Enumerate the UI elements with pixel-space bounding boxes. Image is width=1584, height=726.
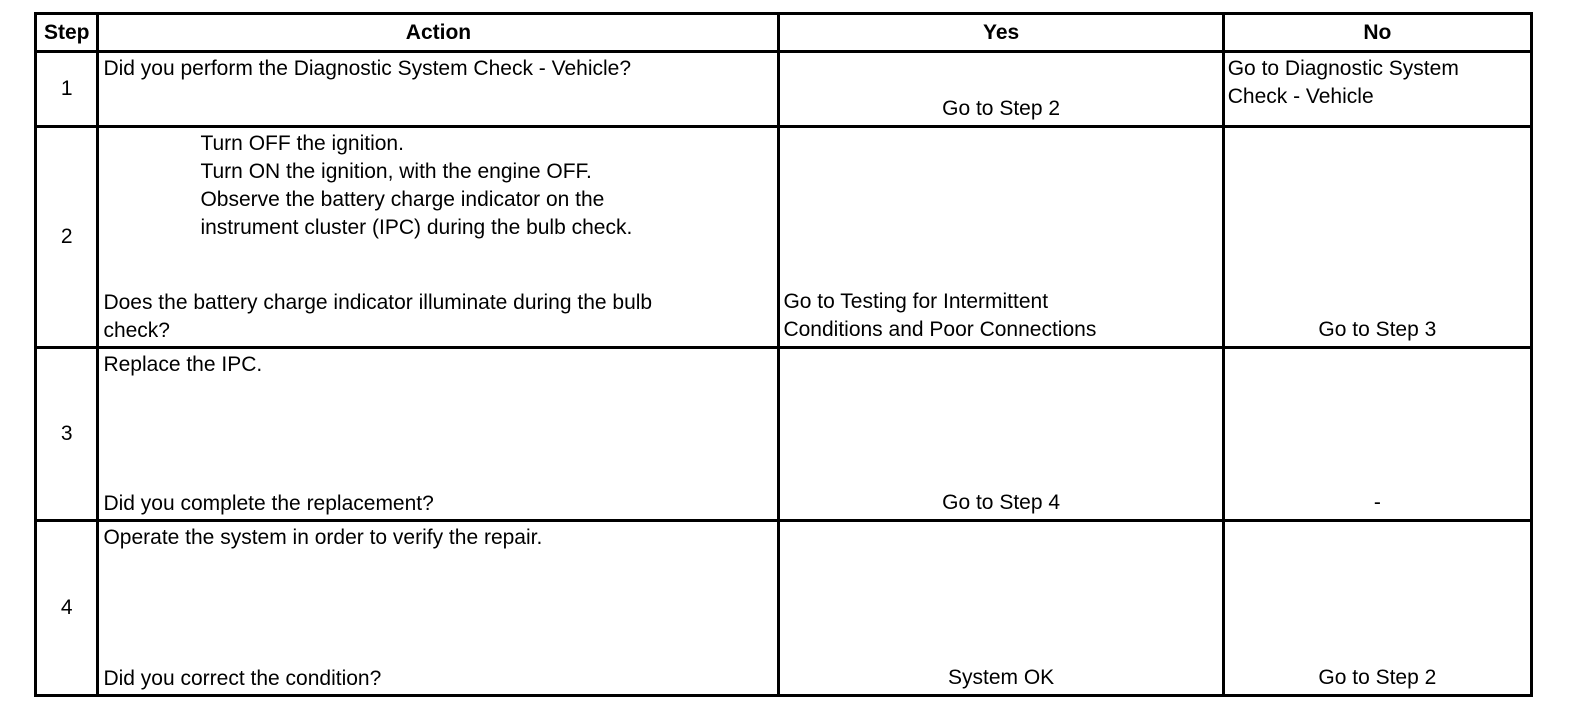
no-cell bbox=[1223, 348, 1531, 521]
table-body bbox=[36, 52, 1532, 696]
action-step-line: Turn OFF the ignition. bbox=[200, 132, 404, 155]
step-number: 1 bbox=[36, 52, 98, 127]
header-step: Step bbox=[36, 14, 98, 52]
header-action: Action bbox=[98, 14, 779, 52]
action-question-line: check? bbox=[103, 319, 170, 342]
step-number: 3 bbox=[36, 348, 98, 521]
action-question-line: Does the battery charge indicator illuminate during the bulb bbox=[103, 291, 653, 314]
action-cell bbox=[98, 348, 779, 521]
no-cell bbox=[1223, 521, 1531, 696]
action-question: Did you complete the replacement? bbox=[103, 492, 434, 515]
action-steps bbox=[103, 130, 773, 242]
action-question: Did you correct the condition? bbox=[103, 667, 382, 690]
action-cell bbox=[98, 52, 779, 127]
yes-cell bbox=[779, 52, 1223, 127]
yes-cell bbox=[779, 127, 1223, 348]
table-row bbox=[36, 348, 1532, 521]
action-cell bbox=[98, 521, 779, 696]
yes-text: Go to Step 2 bbox=[942, 97, 1061, 120]
action-step-line: instrument cluster (IPC) during the bulb check. bbox=[200, 216, 633, 239]
action-step-line: Turn ON the ignition, with the engine OFF. bbox=[200, 160, 592, 183]
step-number: 4 bbox=[36, 521, 98, 696]
yes-cell bbox=[779, 348, 1223, 521]
no-cell bbox=[1223, 52, 1531, 127]
yes-text: System OK bbox=[947, 666, 1055, 689]
yes-cell bbox=[779, 521, 1223, 696]
yes-text-line: Go to Testing for Intermittent bbox=[783, 290, 1049, 313]
header-no: No bbox=[1223, 14, 1531, 52]
diagnostic-table bbox=[34, 12, 1533, 697]
header-yes: Yes bbox=[779, 14, 1223, 52]
step-number: 2 bbox=[36, 127, 98, 348]
action-question: Did you perform the Diagnostic System Check - Vehicle? bbox=[103, 57, 632, 80]
action-step-line: Operate the system in order to verify the repair. bbox=[103, 526, 543, 549]
yes-text-line: Conditions and Poor Connections bbox=[783, 318, 1097, 341]
table-row bbox=[36, 521, 1532, 696]
yes-text: Go to Step 4 bbox=[942, 491, 1061, 514]
table-row bbox=[36, 52, 1532, 127]
no-text-line: Go to Diagnostic System bbox=[1227, 57, 1459, 80]
table-header bbox=[36, 14, 1532, 52]
no-text-line: Check - Vehicle bbox=[1227, 85, 1374, 108]
no-text: - bbox=[1373, 491, 1381, 514]
action-question bbox=[103, 289, 773, 345]
no-text: Go to Step 3 bbox=[1318, 318, 1437, 341]
no-cell bbox=[1223, 127, 1531, 348]
action-step-line: Observe the battery charge indicator on the bbox=[200, 188, 605, 211]
no-text: Go to Step 2 bbox=[1318, 666, 1437, 689]
header-row bbox=[36, 14, 1532, 52]
table-row bbox=[36, 127, 1532, 348]
action-cell bbox=[98, 127, 779, 348]
action-step-line: Replace the IPC. bbox=[103, 353, 263, 376]
